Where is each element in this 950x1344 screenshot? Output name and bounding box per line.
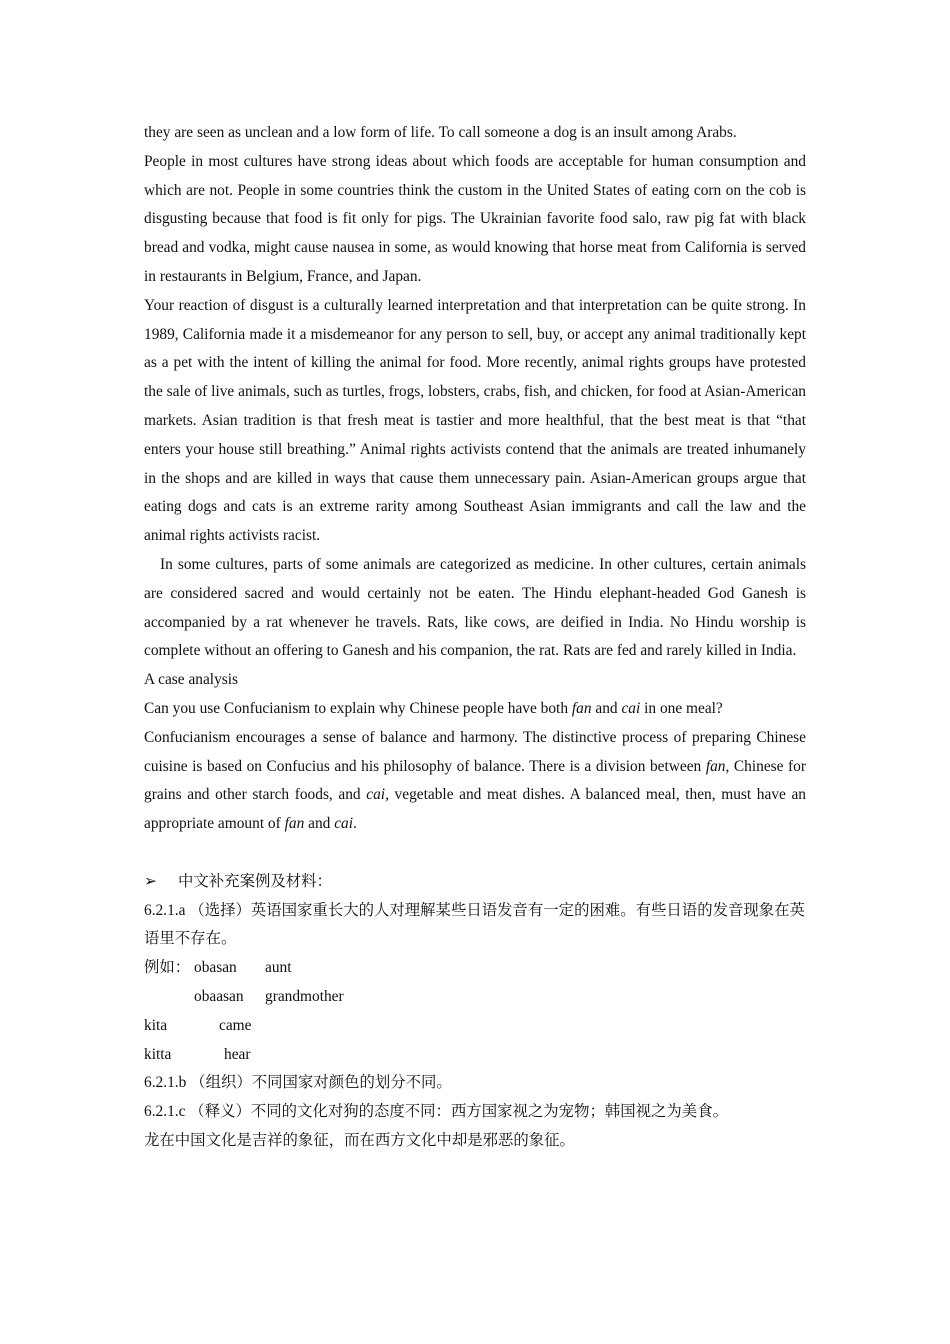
example-meaning: aunt: [265, 959, 292, 977]
supplement-item-b: 6.2.1.b （组织）不同国家对颜色的划分不同。: [144, 1074, 452, 1092]
example-word: kita: [144, 1016, 168, 1034]
case-analysis-heading: A case analysis: [144, 671, 239, 689]
example-meaning: came: [219, 1016, 252, 1034]
case-answer: [144, 724, 806, 839]
example-meaning: hear: [224, 1045, 251, 1063]
example-word: obaasan: [194, 987, 244, 1005]
term-fan: fan: [571, 699, 592, 717]
example-word: kitta: [144, 1045, 172, 1063]
term-cai: cai: [366, 786, 386, 804]
term-fan: fan: [284, 815, 305, 833]
paragraph-food-acceptability: People in most cultures have strong ideas about which foods are acceptable for human consumption and which are not. People in some countries think the custom in the United States of eating corn on the cob is disgusting because that food is fit only for pigs. The Ukrainian favorite food salo, raw pig fat with black bread and vodka, might cause nausea in some, as would knowing that horse meat from California is served in restaurants in Belgium, France, and Japan.: [144, 152, 806, 285]
paragraph-disgust-interpretation: Your reaction of disgust is a culturally learned interpretation and that interpretation can be quite strong. In 1989, California made it a misdemeanor for any person to sell, buy, or accept any animal traditionally kept as a pet with the intent of killing the animal for food. More recently, animal rights groups have protested the sale of live animals, such as turtles, frogs, lobsters, crabs, fish, and chicken, for food at Asian-American markets. Asian tradition is that fresh meat is tastier and more healthful, that the best meat is that “that enters your house still breathing.” Animal rights activists contend that the animals are treated inhumanely in the shops and are killed in ways that cause them unnecessary pain. Asian-American groups argue that eating dogs and cats is an extreme rarity among Southeast Asian immigrants and call the law and the animal rights activists racist.: [144, 296, 806, 545]
example-row: [144, 1041, 806, 1070]
case-question-text: Can you use Confucianism to explain why Chinese people have both: [144, 699, 572, 717]
case-answer-text: Confucianism encourages a sense of balance and harmony. The distinctive process of preparing Chinese cuisine is based on Confucius and his philosophy of balance. There is a division between: [144, 728, 806, 775]
case-answer-text: and: [304, 815, 335, 833]
term-fan: fan: [705, 757, 726, 775]
case-question-text: in one meal?: [640, 699, 723, 717]
example-row: [144, 954, 806, 983]
document-page: [144, 119, 806, 1156]
arrow-bullet-icon: ➢: [144, 872, 157, 890]
supplement-dragon-note: 龙在中国文化是吉祥的象征，而在西方文化中却是邪恶的象征。: [144, 1131, 575, 1149]
example-row: [144, 983, 806, 1012]
supplement-heading: [144, 868, 806, 897]
paragraph-dog-insult-line: they are seen as unclean and a low form of life. To call someone a dog is an insult among Arabs.: [144, 124, 737, 141]
supplement-heading-text: 中文补充案例及材料：: [178, 872, 332, 890]
example-word: obasan: [194, 959, 237, 977]
case-question-text: and: [591, 699, 622, 717]
example-prefix: 例如：: [144, 959, 191, 977]
case-answer-text: .: [353, 815, 357, 833]
case-answer-text: , vegetable and meat dishes. A balanced meal, then, must have an appropriate amount of: [144, 786, 806, 833]
example-row: [144, 1012, 806, 1041]
case-answer-text: , Chinese for grains and other starch foods, and: [144, 757, 807, 804]
example-meaning: grandmother: [265, 987, 344, 1005]
supplement-item-c: 6.2.1.c （释义）不同的文化对狗的态度不同：西方国家视之为宠物；韩国视之为美食。: [144, 1103, 728, 1121]
supplement-item-a: 6.2.1.a （选择）英语国家重长大的人对理解某些日语发音有一定的困难。有些日语的发音现象在英语里不存在。: [144, 901, 805, 948]
paragraph-sacred-animals: In some cultures, parts of some animals are categorized as medicine. In other cultures, certain animals are considered sacred and would certainly not be eaten. The Hindu elephant-headed God Ganesh is accompanied by a rat whenever he travels. Rats, like cows, are deified in India. No Hindu worship is complete without an offering to Ganesh and his companion, the rat. Rats are fed and rarely killed in India.: [144, 555, 806, 660]
blank-line: [144, 839, 806, 868]
case-question: [144, 695, 806, 724]
term-cai: cai: [621, 699, 641, 717]
term-cai: cai: [334, 815, 354, 833]
